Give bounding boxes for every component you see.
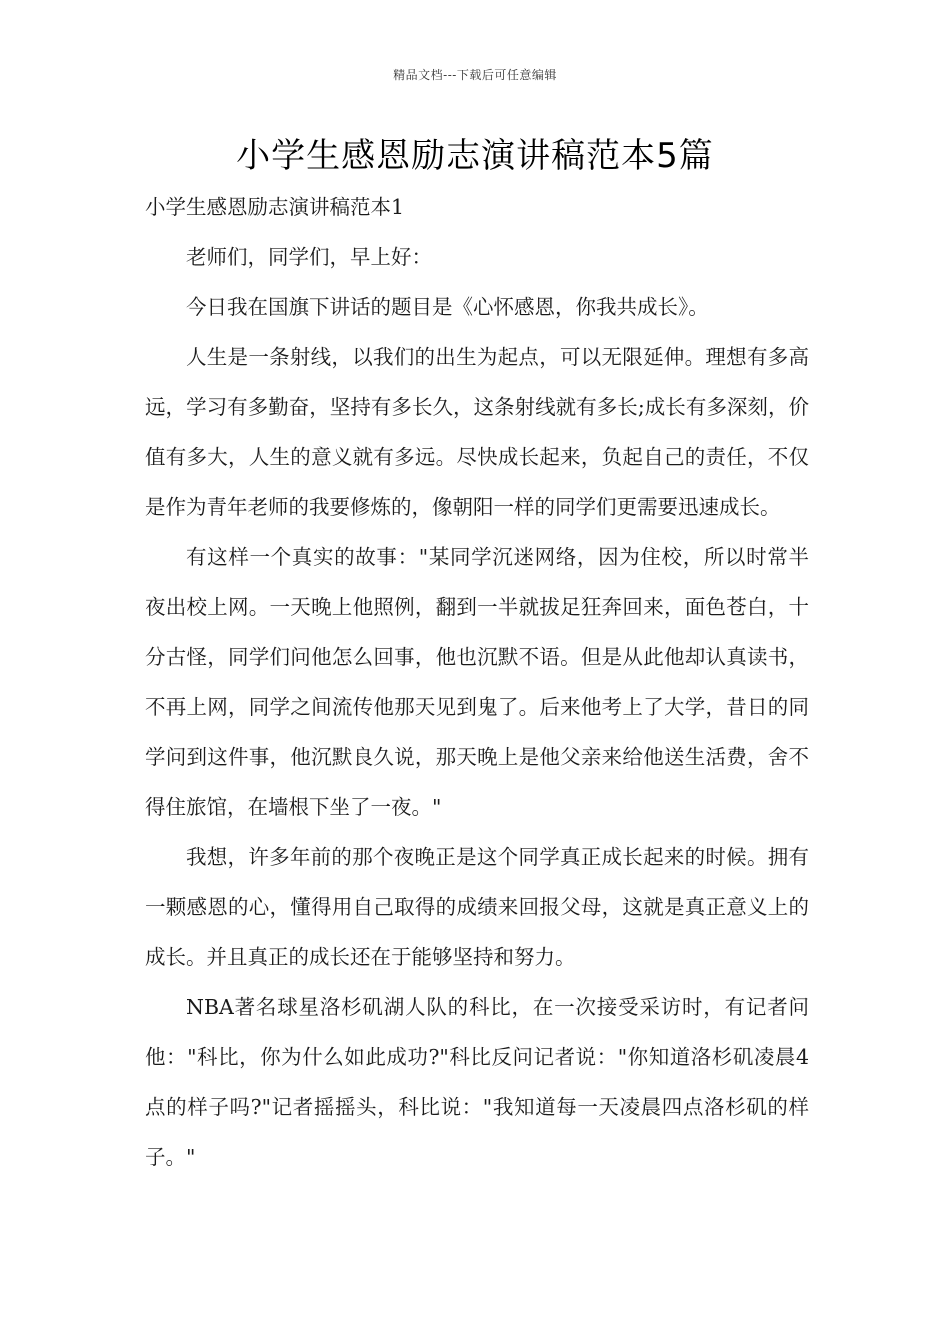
paragraph-story: 有这样一个真实的故事："某同学沉迷网络，因为住校，所以时常半夜出校上网。一天晚上他照例，翻到一半就拔足狂奔回来，面色苍白，十分古怪，同学们问他怎么回事，他也沉默不语。但是从此他却认真读书，不再上网，同学之间流传他那天见到鬼了。后来他考上了大学，昔日的同学问到这件事，他沉默良久说，那天晚上是他父亲来给他送生活费，舍不得住旅馆，在墙根下坐了一夜。" (145, 545, 809, 819)
paragraph-topic: 今日我在国旗下讲话的题目是《心怀感恩，你我共成长》。 (186, 295, 709, 319)
paragraph-greeting: 老师们，同学们，早上好： (186, 245, 432, 269)
paragraph-life-ray: 人生是一条射线，以我们的出生为起点，可以无限延伸。理想有多高远，学习有多勤奋，坚持有多长久，这条射线就有多长;成长有多深刻，价值有多大，人生的意义就有多远。尽快成长起来，负起自己的责任，不仅是作为青年老师的我要修炼的，像朝阳一样的同学们更需要迅速成长。 (145, 345, 809, 519)
document-title: 小学生感恩励志演讲稿范本5篇 (236, 136, 714, 176)
paragraph-growth: 我想，许多年前的那个夜晚正是这个同学真正成长起来的时候。拥有一颗感恩的心，懂得用自己取得的成绩来回报父母，这就是真正意义上的成长。并且真正的成长还在于能够坚持和努力。 (145, 845, 809, 969)
paragraph-kobe: NBA著名球星洛杉矶湖人队的科比，在一次接受采访时，有记者问他："科比，你为什么如此成功?"科比反问记者说："你知道洛杉矶凌晨4点的样子吗?"记者摇摇头，科比说："我知道每一天凌晨四点洛杉矶的样子。" (145, 995, 809, 1169)
section-subheading: 小学生感恩励志演讲稿范本1 (145, 195, 405, 219)
header-note: 精品文档---下载后可任意编辑 (393, 68, 557, 82)
document-body (145, 182, 809, 1182)
